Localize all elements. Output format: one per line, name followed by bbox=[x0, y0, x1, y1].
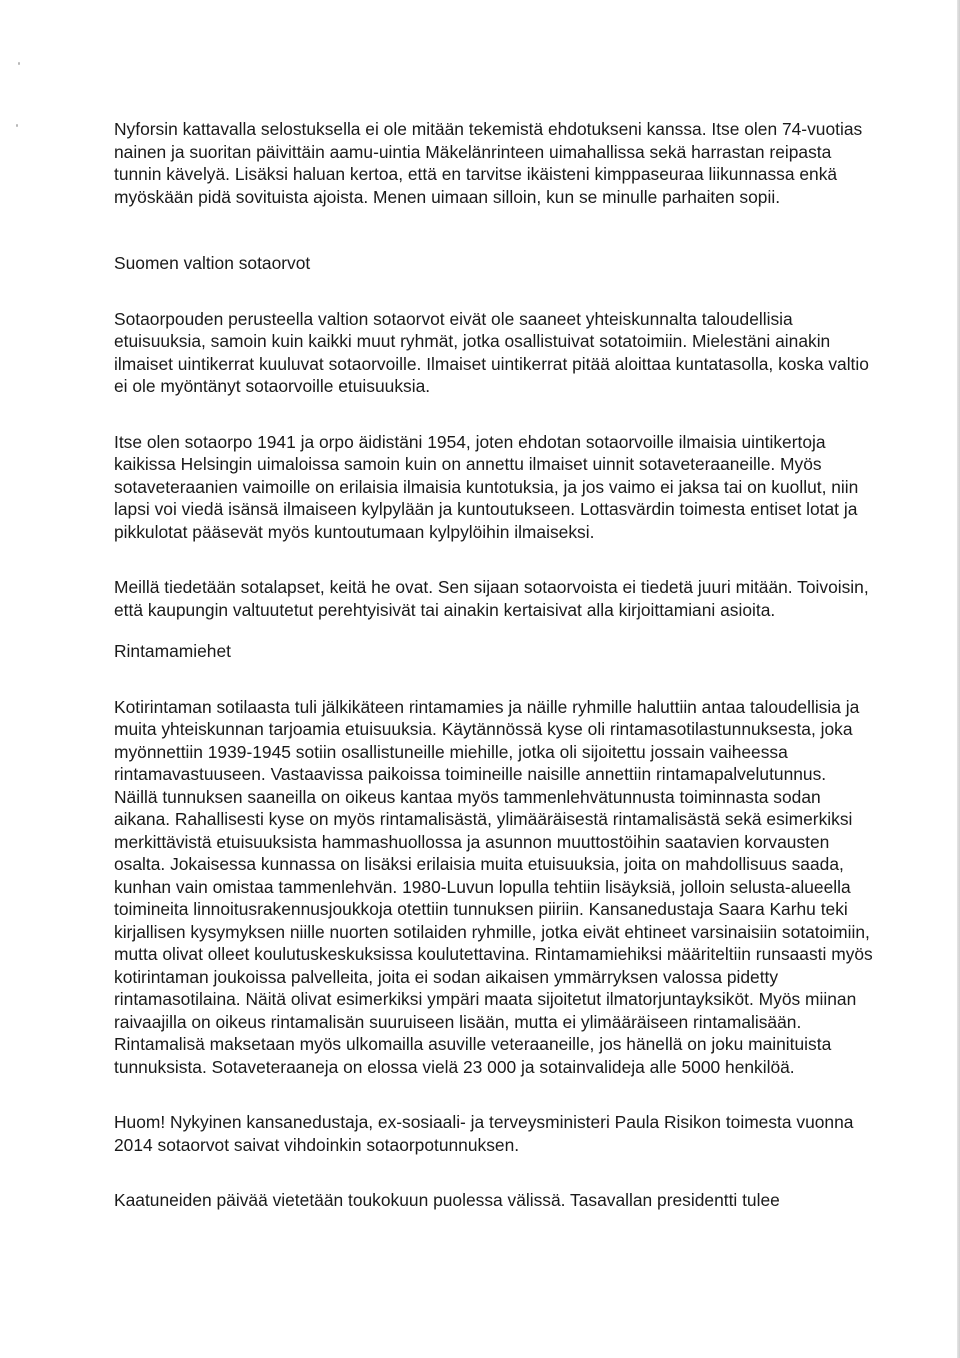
document-page bbox=[114, 118, 874, 1212]
personal-proposal-paragraph: Itse olen sotaorpo 1941 ja orpo äidistäni 1954, joten ehdotan sotaorvoille ilmaisia uintikertoja kaikissa Helsingin uimaloissa samoin kuin on annettu ilmaiset uinnit sotaveteraaneille. Myös sotaveteraanien vaimoille on erilaisia ilmaisia kuntotuksia, ja jos vaimo ei jaksa tai on kuollut, niin lapsi voi viedä isänsä ilmaiseen kylpylään ja kuntoutukseen. Lottasvärdin toimesta entiset lotat ja pikkulotat pääsevät myös kuntoutumaan kylpylöihin ilmaiseksi. bbox=[114, 431, 859, 542]
note-paragraph: Huom! Nykyinen kansanedustaja, ex-sosiaali- ja terveysministeri Paula Risikon toimesta vuonna 2014 sotaorvot saivat vihdoinkin sotaorpotunnuksen. bbox=[114, 1112, 854, 1155]
knowledge-paragraph: Meillä tiedetään sotalapset, keitä he ovat. Sen sijaan sotaorvoista ei tiedetä juuri mitään. Toivoisin, että kaupungin valtuutetut perehtyisivät tai ainakin kertaisivat alla kirjoittamiani asioita. bbox=[114, 577, 869, 620]
war-orphans-paragraph: Sotaorpouden perusteella valtion sotaorvot eivät ole saaneet yhteiskunnalta taloudellisia etuisuuksia, samoin kuin kaikki muut ryhmät, jotka osallistuivat sotatoimiin. Mielestäni ainakin ilmaiset uintikerrat kuuluvat sotaorvoille. Ilmaiset uintikerrat pitää aloittaa kuntatasolla, koska valtio ei ole myöntänyt sotaorvoille etuisuuksia. bbox=[114, 308, 869, 396]
section-heading-war-orphans: Suomen valtion sotaorvot bbox=[114, 253, 311, 273]
remembrance-day-paragraph: Kaatuneiden päivää vietetään toukokuun puolessa välissä. Tasavallan presidentti tulee bbox=[114, 1190, 780, 1210]
section-heading-front-veterans: Rintamamiehet bbox=[114, 641, 231, 661]
scan-speck bbox=[16, 124, 18, 127]
intro-paragraph: Nyforsin kattavalla selostuksella ei ole mitään tekemistä ehdotukseni kanssa. Itse olen 74-vuotias nainen ja suoritan päivittäin aamu-uintia Mäkelänrinteen uimahallissa sekä harrastan reipasta tunnin kävelyä. Lisäksi haluan kertoa, että en tarvitse ikäisteni kimppaseuraa liikunnassa enkä myöskään pidä sovituista ajoista. Menen uimaan silloin, kun se minulle parhaiten sopii. bbox=[114, 119, 863, 207]
front-veterans-paragraph: Kotirintaman sotilaasta tuli jälkikäteen rintamamies ja näille ryhmille haluttiin antaa taloudellisia ja muita yhteiskunnan tarjoamia etuisuuksia. Käytännössä kyse oli rintamasotilastunnuksesta, joka myönnettiin 1939-1945 sotiin osallistuneille miehille, jotka oli sijoitettu jossain vaiheessa rintamavastuuseen. Vastaavissa paikoissa toimineille naisille annettiin rintamapalvelutunnus. Näillä tunnuksen saaneilla on oikeus kantaa myös tammenlehvätunnusta toiminnasta sodan aikana. Rahallisesti kyse on myös rintamalisästä, ylimääräisestä rintamalisästä sekä esimerkiksi merkittävistä etuisuuksista hammashuollossa ja asunnon muuttostöihin saatavien korvausten osalta. Jokaisessa kunnassa on lisäksi erilaisia muita etuisuuksia, joita on mahdollisuus saada, kunhan vain omistaa tammenlehvän. 1980-Luvun lopulla tehtiin lisäyksiä, jolloin selusta-alueella toimineita linnoitusrakennusjoukkoja otettiin tunnuksen piiriin. Kansanedustaja Saara Karhu teki kirjallisen kysymyksen niille nuorten sotilaiden ryhmille, jotka eivät ehtineet varsinaisiin sotatoimiin, mutta olivat olleet koulutuskeskuksissa koulutettavina. Rintamamiehiksi määriteltiin runsaasti myös kotirintaman joukoissa palvelleita, joita ei sodan aikaisen ymmärryksen valossa pidetty rintamasotilaina. Näitä olivat esimerkiksi ympäri maata sijoitetut ilmatorjuntayksiköt. Myös miinan raivaajilla on oikeus rintamalisän suuruiseen lisään, mutta ei ylimääräiseen rintamalisään. Rintamalisä maksetaan myös ulkomailla asuville veteraaneille, jos hänellä on joku mainituista tunnuksista. Sotaveteraaneja on elossa vielä 23 000 ja sotainvalideja alle 5000 henkilöä. bbox=[114, 696, 873, 1077]
scan-speck bbox=[18, 62, 20, 65]
